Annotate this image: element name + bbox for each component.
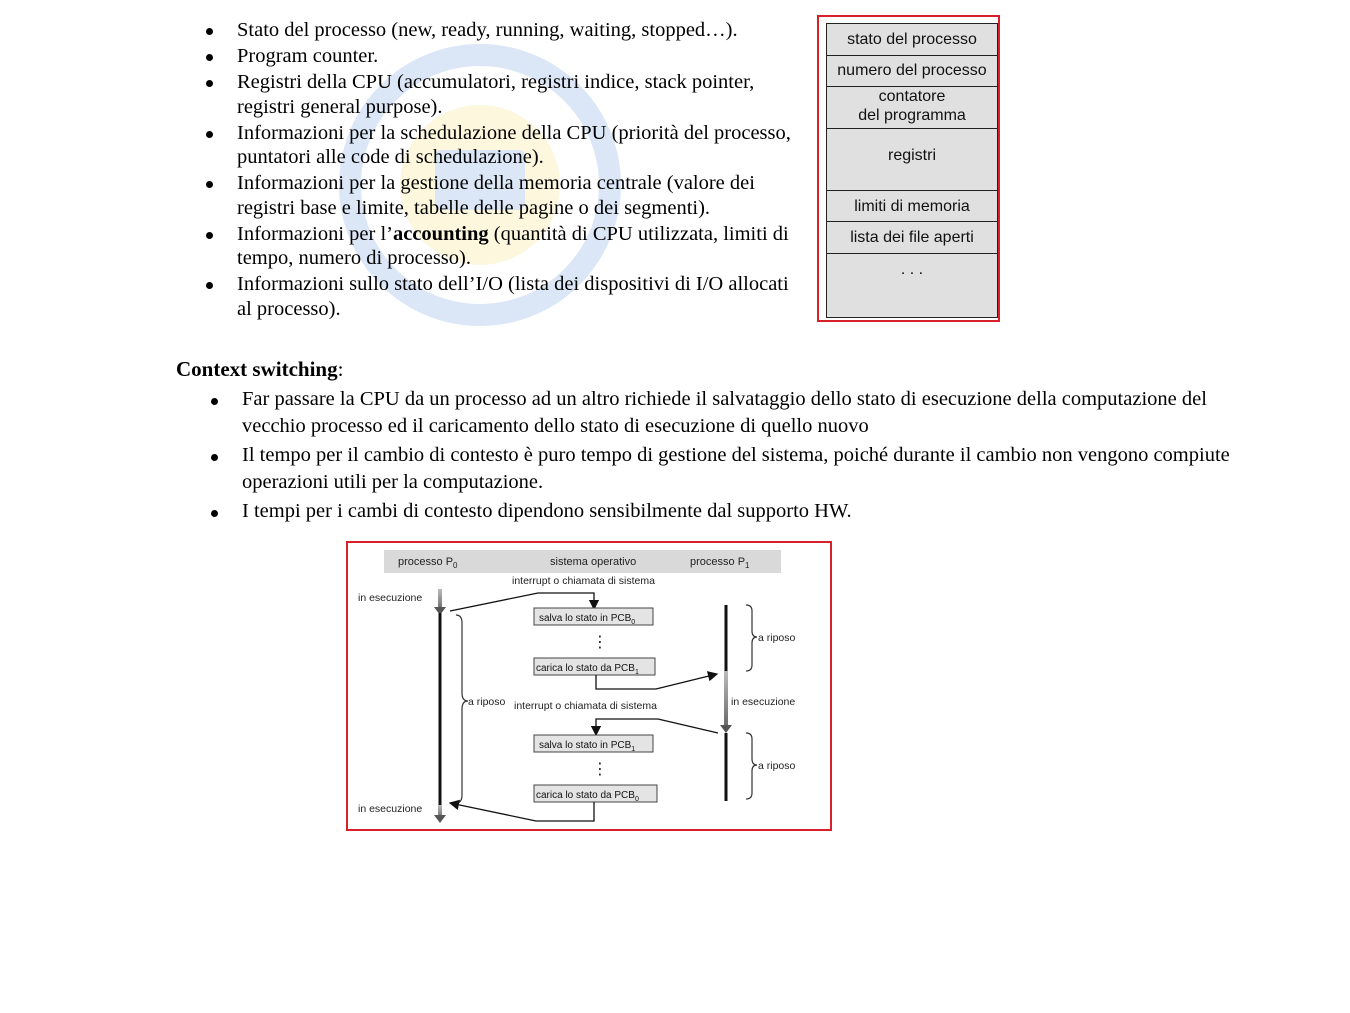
pcb-row-program-counter: contatore del programma [827, 87, 997, 129]
context-switching-heading: Context switching: [176, 357, 344, 381]
svg-text:salva lo stato in PCB1: salva lo stato in $PCB_1$ [539, 740, 636, 753]
label-interrupt-1: interrupt o chiamata di sistema [512, 575, 655, 587]
bullet-icon [206, 232, 213, 239]
svg-text:salva lo stato in PCB0: salva lo stato in $PCB_0$ [539, 613, 636, 626]
bullet-icon [211, 454, 218, 461]
list-item: Informazioni per la schedulazione della CPU (priorità del processo, puntatori alle code di schedulazione). [237, 121, 807, 170]
p0-idle-brace [456, 615, 468, 803]
bullet-icon [206, 131, 213, 138]
pcb-figure [817, 15, 1000, 322]
label-running-top: in esecuzione [358, 592, 423, 604]
pcb-row-more: . . . [900, 261, 924, 278]
context-switch-figure [346, 541, 832, 831]
list-item: Informazioni per l’accounting (quantità di CPU utilizzata, limiti di tempo, numero di processo). [237, 222, 807, 271]
bullet-icon [206, 28, 213, 35]
p1-idle-brace-bottom [746, 733, 757, 799]
pcb-row-pid: numero del processo [827, 56, 997, 87]
bullet-icon [206, 54, 213, 61]
svg-text:carica lo stato da PCB1: carica lo stato da $PCB_1$ [536, 663, 639, 676]
dots-2: ⋮ [592, 761, 608, 778]
pcb-row-open-files: lista dei file aperti [827, 222, 997, 254]
list-item: Informazioni per la gestione della memoria centrale (valore dei registri base e limite, tabelle delle pagine o dei segmenti). [237, 171, 807, 220]
list-item: Informazioni sullo stato dell’I/O (lista dei dispositivi di I/O allocati al processo). [237, 272, 807, 321]
header-os: sistema operativo [550, 556, 637, 568]
header-process-p1: processo $P_1$ [690, 556, 750, 570]
bullet-icon [206, 80, 213, 87]
pcb-row-state: stato del processo [827, 24, 997, 56]
label-interrupt-2: interrupt o chiamata di sistema [514, 700, 657, 712]
dots-1: ⋮ [592, 634, 608, 651]
p1-running-segment [724, 671, 728, 729]
context-switching-list [242, 386, 1262, 528]
bullet-icon [206, 282, 213, 289]
list-item: Program counter. [237, 44, 807, 69]
bullet-icon [211, 510, 218, 517]
pcb-stack [826, 23, 998, 318]
label-idle-p0: a riposo [468, 696, 506, 708]
header-process-p0: processo $P_0$ [398, 556, 458, 570]
label-running-bottom: in esecuzione [358, 803, 423, 815]
p1-idle-brace-top [746, 605, 757, 671]
list-item: Registri della CPU (accumulatori, registri indice, stack pointer, registri general purpose). [237, 70, 807, 119]
svg-text:carica lo stato da PCB0: carica lo stato da $PCB_0$ [536, 790, 639, 803]
list-item: Stato del processo (new, ready, running, waiting, stopped…). [237, 18, 807, 43]
list-item: Far passare la CPU da un processo ad un altro richiede il salvataggio dello stato di esecuzione della computazione del vecchio processo ed il caricamento dello stato di esecuzione di quello nuovo [242, 386, 1262, 439]
label-running-p1: in esecuzione [731, 696, 796, 708]
bullet-icon [211, 398, 218, 405]
context-switch-diagram [348, 543, 830, 829]
list-item: Il tempo per il cambio di contesto è puro tempo di gestione del sistema, poiché durante il cambio non vengono compiute operazioni utili per la computazione. [242, 442, 1262, 495]
pcb-row-registers: registri [827, 129, 997, 191]
pcb-row-memory-limits: limiti di memoria [827, 191, 997, 222]
label-idle-p1-top: a riposo [758, 632, 796, 644]
label-idle-p1-bottom: a riposo [758, 760, 796, 772]
bullet-icon [206, 181, 213, 188]
list-item: I tempi per i cambi di contesto dipendono sensibilmente dal supporto HW. [242, 498, 1262, 525]
pcb-contents-list [237, 18, 807, 323]
